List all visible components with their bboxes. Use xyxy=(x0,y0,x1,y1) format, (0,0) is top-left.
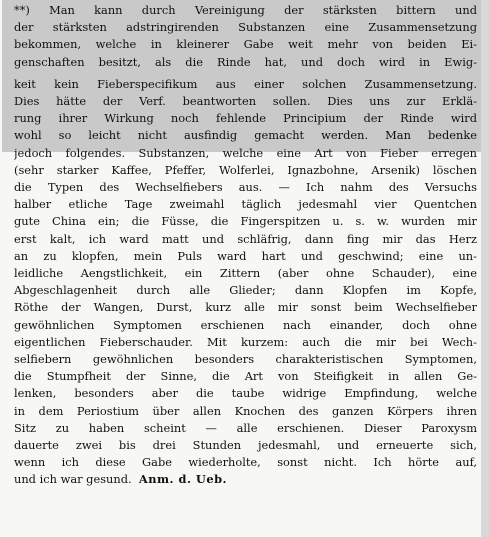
text-line: wenn ich diese Gabe wiederholte, sonst nicht. Ich hörte auf, xyxy=(14,455,477,470)
text-line: erst kalt, ich ward matt und schläfrig, dann fing mir das Herz xyxy=(14,231,477,246)
text-line: der stärksten adstringirenden Substanzen eine Zusammensetzung xyxy=(14,20,477,35)
text-line: **) Man kann durch Vereinigung der stärksten bittern und xyxy=(14,3,477,17)
text-line: selfiebern gewöhnlichen besonders charakteristischen Symptomen, xyxy=(14,352,477,367)
text-line: an zu klopfen, mein Puls ward hart und geschwind; eine un- xyxy=(14,248,477,263)
text-line: lenken, besonders aber die taube widrige Empfindung, welche xyxy=(14,386,477,401)
text-line: leidliche Aengstlichkeit, ein Zittern (aber ohne Schauder), eine xyxy=(14,266,477,281)
footnote-text xyxy=(14,2,477,489)
text-line: Abgeschlagenheit durch alle Glieder; dann Klopfen im Kopfe, xyxy=(14,283,477,298)
final-sentence: und ich war gesund. xyxy=(14,472,132,487)
text-line: jedoch folgendes. Substanzen, welche eine Art von Fieber erregen xyxy=(14,145,477,160)
text-line: keit kein Fieberspecifikum aus einer solchen Zusammensetzung. xyxy=(14,76,477,91)
text-line: (sehr starker Kaffee, Pfeffer, Wolferlei, Ignazbohne, Arsenik) löschen xyxy=(14,162,477,177)
text-line: genschaften besitzt, als die Rinde hat, und doch wird in Ewig- xyxy=(14,54,477,69)
text-line: Röthe der Wangen, Durst, kurz alle mir sonst beim Wechselfieber xyxy=(14,300,477,315)
signature: Anm. d. Ueb. xyxy=(138,472,227,487)
text-line: rung ihrer Wirkung noch fehlende Principium der Rinde wird xyxy=(14,111,477,126)
text-line: gewöhnlichen Symptomen erschienen nach einander, doch ohne xyxy=(14,317,477,332)
text-line: gute China ein; die Füsse, die Fingerspitzen u. s. w. wurden mir xyxy=(14,214,477,229)
text-line: bekommen, welche in kleinerer Gabe weit mehr von beiden Ei- xyxy=(14,37,477,52)
text-line: die Stumpfheit der Sinne, die Art von Steifigkeit in allen Ge- xyxy=(14,369,477,384)
page-edge xyxy=(481,0,489,537)
text-line: dauerte zwei bis drei Stunden jedesmahl, und erneuerte sich, xyxy=(14,438,477,453)
text-line: Sitz zu haben scheint — alle erschienen. Dieser Paroxysm xyxy=(14,420,477,435)
text-line-last xyxy=(14,471,477,488)
text-line: die Typen des Wechselfiebers aus. — Ich nahm des Versuchs xyxy=(14,180,477,195)
text-line: in dem Periostium über allen Knochen des ganzen Körpers ihren xyxy=(14,403,477,418)
text-line: wohl so leicht nicht ausfindig gemacht werden. Man bedenke xyxy=(14,128,477,143)
text-line: eigentlichen Fieberschauder. Mit kurzem: auch die mir bei Wech- xyxy=(14,334,477,349)
text-line: Dies hätte der Verf. beantworten sollen. Dies uns zur Erklä- xyxy=(14,94,477,109)
text-line: halber etliche Tage zweimahl täglich jedesmahl vier Quentchen xyxy=(14,197,477,212)
